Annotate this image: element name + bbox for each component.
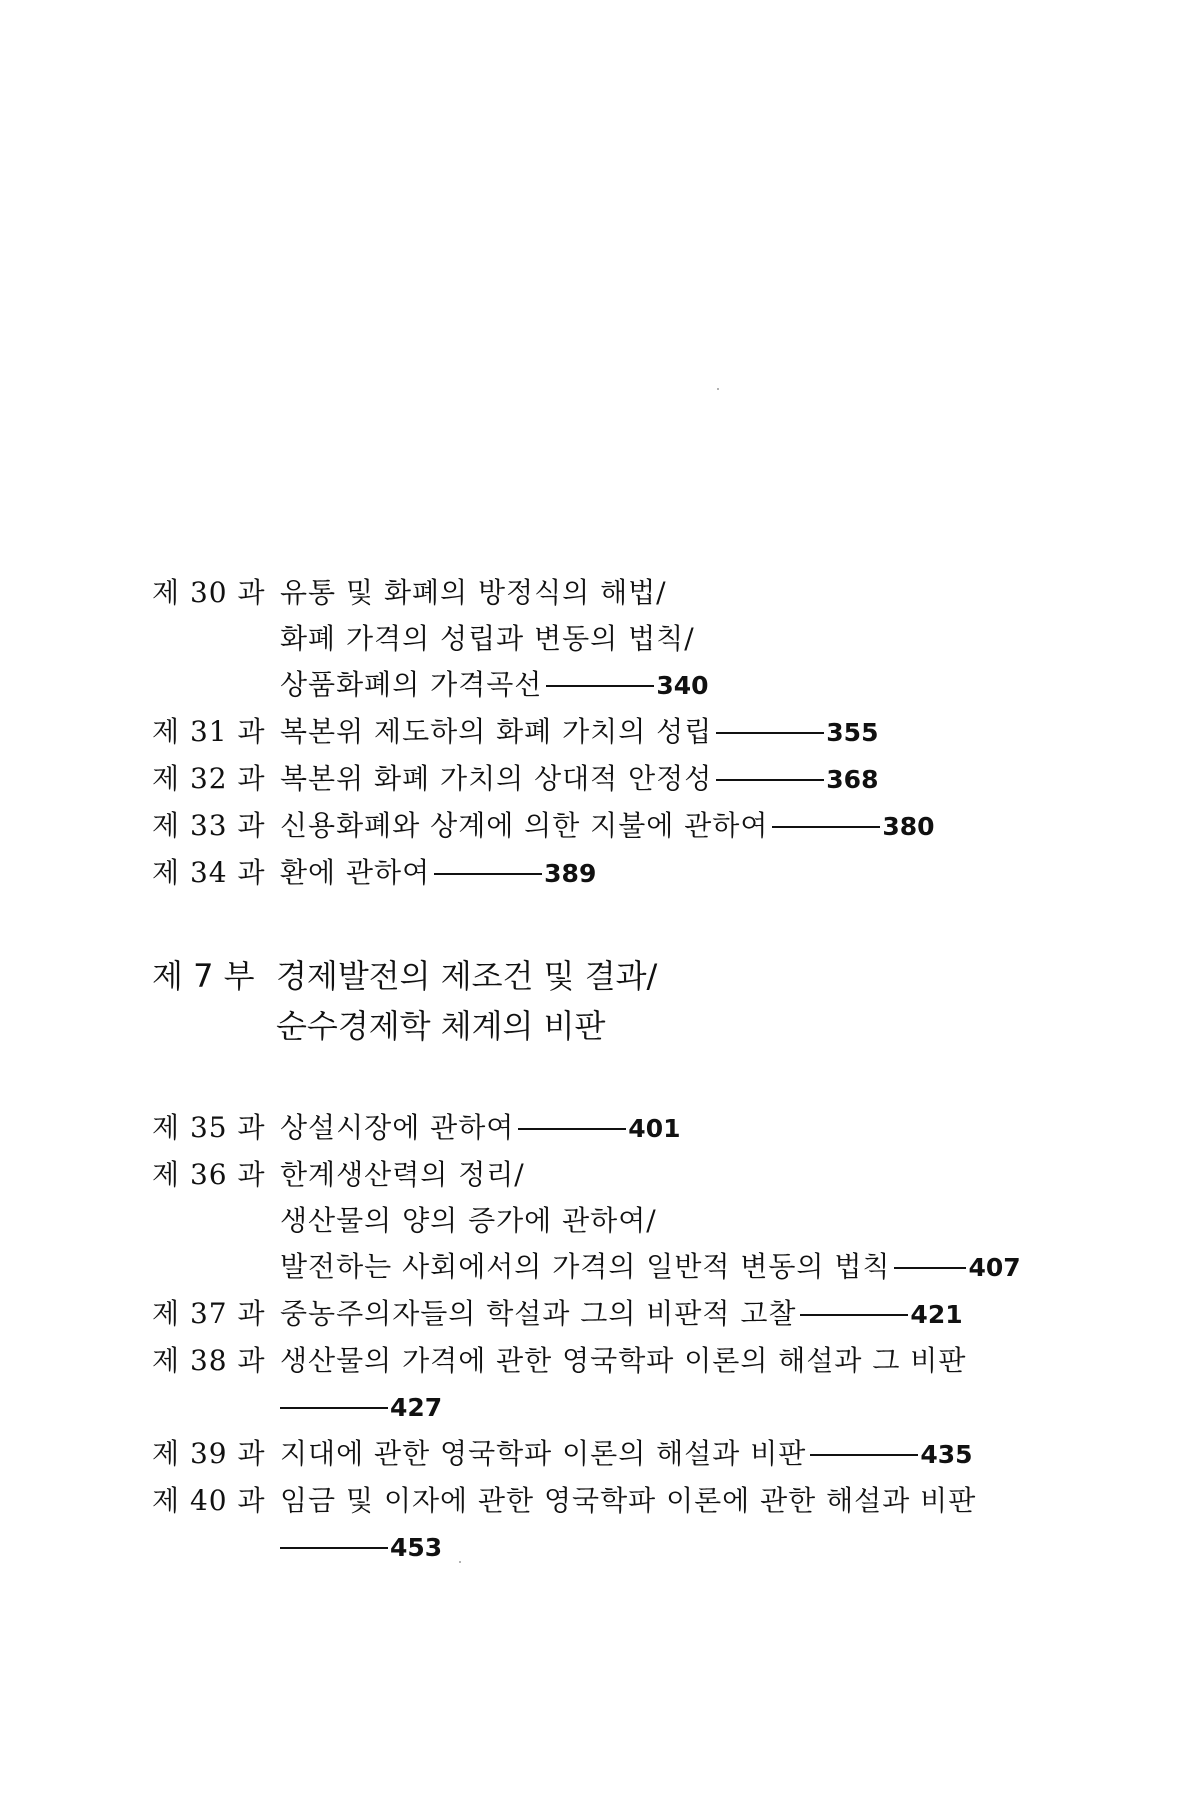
toc-entry <box>152 850 1052 897</box>
leader-rule <box>772 826 880 828</box>
page-number: 340 <box>656 671 709 700</box>
lesson-number: 제 30 과 <box>152 576 266 609</box>
toc-entry <box>152 1105 1052 1152</box>
leader-rule <box>810 1454 918 1456</box>
page-number: 389 <box>544 859 597 888</box>
lesson-number: 제 37 과 <box>152 1297 266 1330</box>
table-of-contents <box>152 570 1052 1571</box>
toc-entry <box>152 756 1052 803</box>
entry-title-line: 중농주의자들의 학설과 그의 비판적 고찰 <box>280 1297 797 1330</box>
leader-rule <box>800 1314 908 1316</box>
leader-rule <box>546 685 654 687</box>
leader-rule <box>434 873 542 875</box>
toc-entry <box>152 1431 1052 1478</box>
entry-title-line: 임금 및 이자에 관한 영국학파 이론에 관한 해설과 비판 <box>280 1484 977 1517</box>
entry-title-line: 한계생산력의 정리/ <box>280 1158 525 1191</box>
toc-entry <box>152 570 1052 709</box>
entry-title-line: 지대에 관한 영국학파 이론의 해설과 비판 <box>280 1437 807 1470</box>
entry-title-line: 상품화폐의 가격곡선 <box>280 668 543 701</box>
toc-entry <box>152 709 1052 756</box>
part-number: 제 7 부 <box>152 957 255 995</box>
page-number: 368 <box>826 765 879 794</box>
lesson-number: 제 35 과 <box>152 1111 266 1144</box>
lesson-number: 제 36 과 <box>152 1158 266 1191</box>
part-heading <box>152 951 1052 1051</box>
part-title-line: 경제발전의 제조건 및 결과/ <box>276 957 658 995</box>
page-number: 401 <box>628 1114 681 1143</box>
lesson-number: 제 38 과 <box>152 1344 266 1377</box>
entry-title-line: 생산물의 가격에 관한 영국학파 이론의 해설과 그 비판 <box>280 1344 967 1377</box>
lesson-number: 제 32 과 <box>152 762 266 795</box>
entry-title-line: 생산물의 양의 증가에 관하여/ <box>280 1204 657 1237</box>
page-number: 421 <box>910 1300 963 1329</box>
leader-rule <box>280 1407 388 1409</box>
leader-rule <box>716 779 824 781</box>
toc-entry <box>152 803 1052 850</box>
part-title-line: 순수경제학 체계의 비판 <box>276 1007 606 1045</box>
scan-speck <box>717 388 719 390</box>
entry-title-line: 신용화폐와 상계에 의한 지불에 관하여 <box>280 809 769 842</box>
leader-rule <box>716 732 824 734</box>
leader-rule <box>894 1267 966 1269</box>
page-number: 427 <box>390 1393 443 1422</box>
entry-title-line: 복본위 제도하의 화폐 가치의 성립 <box>280 715 713 748</box>
toc-entry <box>152 1152 1052 1291</box>
leader-rule <box>280 1547 388 1549</box>
toc-entry <box>152 1291 1052 1338</box>
entry-title-line: 복본위 화폐 가치의 상대적 안정성 <box>280 762 713 795</box>
leader-rule <box>518 1128 626 1130</box>
entry-title-line: 상설시장에 관하여 <box>280 1111 515 1144</box>
entry-title-line: 유통 및 화폐의 방정식의 해법/ <box>280 576 667 609</box>
lesson-number: 제 34 과 <box>152 856 266 889</box>
page-number: 453 <box>390 1533 443 1562</box>
entry-title-line: 화폐 가격의 성립과 변동의 법칙/ <box>280 622 695 655</box>
lesson-number: 제 39 과 <box>152 1437 266 1470</box>
page-number: 407 <box>968 1253 1021 1282</box>
lesson-number: 제 31 과 <box>152 715 266 748</box>
toc-entry <box>152 1478 1052 1571</box>
entry-title-line: 환에 관하여 <box>280 856 431 889</box>
lesson-number: 제 40 과 <box>152 1484 266 1517</box>
page-number: 355 <box>826 718 879 747</box>
toc-entry <box>152 1338 1052 1431</box>
page-number: 380 <box>882 812 935 841</box>
lesson-number: 제 33 과 <box>152 809 266 842</box>
entry-title-line: 발전하는 사회에서의 가격의 일반적 변동의 법칙 <box>280 1250 891 1283</box>
page-number: 435 <box>920 1440 973 1469</box>
